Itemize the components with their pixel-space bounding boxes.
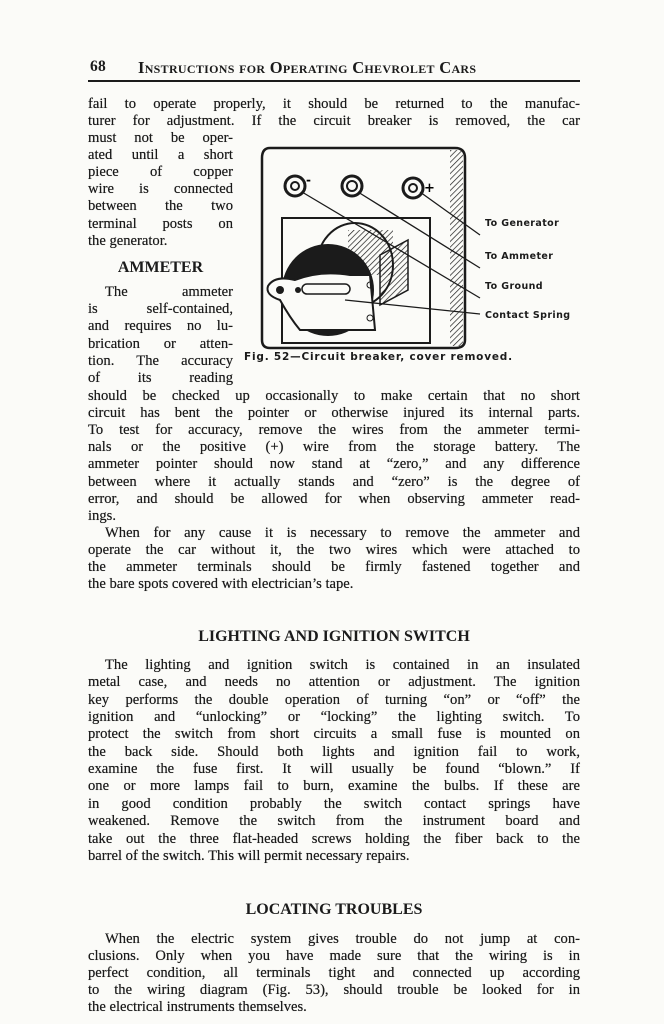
- text-line: the ammeter terminals should be firmly fastened together and: [88, 559, 580, 576]
- text-line: ings.: [88, 507, 116, 524]
- text-line: fail to operate properly, it should be returned to the manufac-: [88, 96, 580, 112]
- figure-caption: Fig. 52—Circuit breaker, cover removed.: [244, 351, 513, 363]
- text-line: ated until a short: [88, 147, 233, 164]
- text-line: The ammeter: [105, 284, 233, 300]
- heading-lighting-ignition-switch: LIGHTING AND IGNITION SWITCH: [198, 628, 470, 645]
- text-line: must not be oper-: [88, 130, 233, 146]
- text-line: error, and should be allowed for when observing ammeter read-: [88, 490, 580, 507]
- label-to-ammeter: To Ammeter: [485, 251, 554, 262]
- text-line: turer for adjustment. If the circuit breaker is removed, the car: [88, 113, 580, 130]
- page-number: 68: [90, 58, 107, 75]
- text-line: piece of copper: [88, 164, 233, 181]
- text-line: is self-contained,: [88, 301, 233, 318]
- text-line: circuit has bent the pointer or otherwise injured its internal parts.: [88, 405, 580, 422]
- negative-sign: -: [306, 173, 311, 187]
- text-line: When for any cause it is necessary to remove the ammeter and: [105, 525, 580, 541]
- running-title: Instructions for Operating Chevrolet Cars: [138, 58, 477, 77]
- text-line: between where it actually stands and “zero” is the degree of: [88, 473, 580, 490]
- text-line: The lighting and ignition switch is contained in an insulated: [105, 657, 580, 673]
- text-line: the generator.: [88, 232, 168, 249]
- text-line: weakened. Remove the switch from the instrument board and: [88, 813, 580, 830]
- text-line: should be checked up occasionally to make certain that no short: [88, 388, 580, 404]
- heading-ammeter: AMMETER: [117, 259, 204, 276]
- text-line: ammeter pointer should now stand at “zero,” and any difference: [88, 456, 580, 473]
- label-to-ground: To Ground: [485, 281, 543, 292]
- text-line: examine the fuse first. It will usually be found “blown.” If: [88, 761, 580, 778]
- text-line: protect the switch from short circuits a small fuse is mounted on: [88, 726, 580, 743]
- text-line: one or more lamps fail to burn, examine the bulbs. If these are: [88, 778, 580, 795]
- text-line: metal case, and needs no attention or adjustment. The ignition: [88, 674, 580, 691]
- heading-locating-troubles: LOCATING TROUBLES: [245, 901, 423, 918]
- text-line: When the electric system gives trouble do not jump at con-: [105, 931, 580, 947]
- text-line: nals or the positive (+) wire from the storage battery. The: [88, 439, 580, 456]
- text-line: clusions. Only when you have made sure that the wiring is in: [88, 948, 580, 965]
- text-line: and requires no lu-: [88, 318, 233, 335]
- text-line: in good condition probably the switch contact springs have: [88, 795, 580, 812]
- text-line: the back side. Should both lights and ignition fail to work,: [88, 743, 580, 760]
- text-line: terminal posts on: [88, 215, 233, 232]
- text-line: the bare spots covered with electrician’s tape.: [88, 576, 354, 593]
- text-line: barrel of the switch. This will permit necessary repairs.: [88, 847, 410, 864]
- text-line: of its reading: [88, 370, 233, 386]
- text-line: take out the three flat-headed screws holding the fiber back to the: [88, 830, 580, 847]
- text-line: to the wiring diagram (Fig. 53), should trouble be looked for in: [88, 982, 580, 999]
- label-contact-spring: Contact Spring: [485, 310, 571, 321]
- text-line: key performs the double operation of turning “on” or “off” the: [88, 691, 580, 708]
- text-line: perfect condition, all terminals tight and connected up according: [88, 965, 580, 982]
- text-line: the electrical instruments themselves.: [88, 999, 307, 1016]
- label-to-generator: To Generator: [485, 218, 560, 229]
- text-line: tion. The accuracy: [88, 352, 233, 369]
- text-line: brication or atten-: [88, 335, 233, 352]
- text-line: wire is connected: [88, 181, 233, 198]
- header-rule: [88, 80, 580, 82]
- text-line: ignition and “unlocking” or “locking” the lighting switch. To: [88, 709, 580, 726]
- text-line: operate the car without it, the two wires which were attached to: [88, 542, 580, 559]
- positive-sign: +: [424, 181, 435, 196]
- text-line: between the two: [88, 198, 233, 215]
- text-line: To test for accuracy, remove the wires from the ammeter termi-: [88, 422, 580, 439]
